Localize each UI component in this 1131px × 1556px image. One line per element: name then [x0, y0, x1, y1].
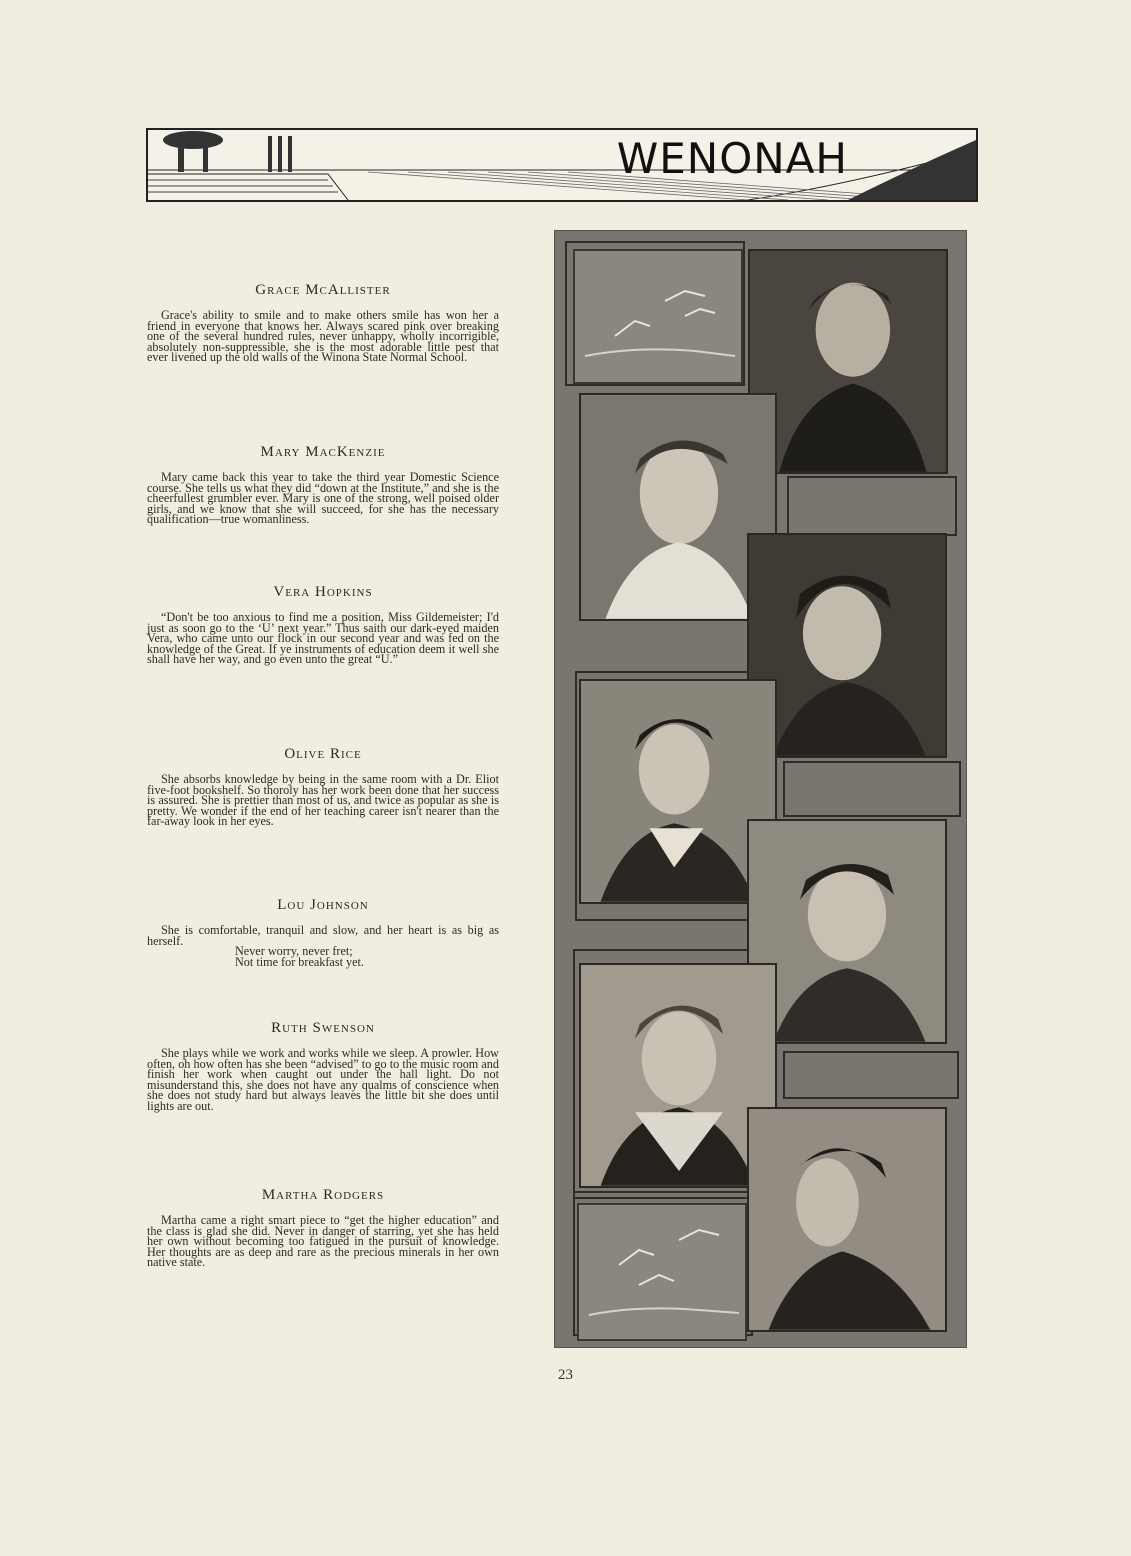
- frame-line: [787, 476, 957, 536]
- page-number: 23: [558, 1367, 573, 1383]
- entry-vera-hopkins: [147, 584, 499, 665]
- birds-sketch-icon: [575, 251, 741, 382]
- landscape-sketch: [573, 249, 743, 384]
- yearbook-title: WENONAH: [616, 134, 848, 183]
- student-bio: “Don't be too anxious to find me a position, Miss Gildemeister; I'd just as soon go to the ‘U’ next year.” Thus saith our dark-eyed maiden Vera, who came unto our flock in our second year and was fed on the knowledge of the Great. If ye instruments of education deem it well she shall have her way, and go even unto the great “U.”: [147, 610, 499, 667]
- verse-line-1: Never worry, never fret;: [235, 944, 353, 959]
- portrait-silhouette-icon: [749, 821, 945, 1042]
- student-name: Martha Rodgers: [261, 1187, 385, 1203]
- student-bio: Grace's ability to smile and to make others smile has won her a friend in everyone that knows her. Always scared pink over breaking one of the several hundred rules, never unhappy, wholly incorrigible, absolutely non-suppressible, she is the most adorable little pest that ever livened up the old walls of the Winona State Normal School.: [147, 308, 499, 365]
- student-bio: Mary came back this year to take the third year Domestic Science course. She tells us what they did “down at the Institute,” and she is the cheerfullest grumbler ever. Mary is one of the strong, well poised older girls, and we know that she will succeed, for she has the necessary qualification—true womanliness.: [147, 470, 499, 527]
- verse-line-2: Not time for breakfast yet.: [235, 954, 364, 969]
- portrait-photo: [747, 819, 947, 1044]
- portrait-silhouette-icon: [581, 395, 775, 619]
- entry-grace-mcallister: [147, 282, 499, 363]
- frame-line: [783, 761, 961, 817]
- student-bio: She is comfortable, tranquil and slow, and her heart is as big as herself. Never worry, never fret; Not time for breakfast yet.: [147, 923, 499, 969]
- student-name: Vera Hopkins: [273, 584, 373, 600]
- portrait-panel: [554, 230, 967, 1348]
- portrait-silhouette-icon: [749, 535, 945, 756]
- header-banner: [146, 128, 978, 202]
- student-name: Lou Johnson: [277, 897, 369, 913]
- landscape-illustration: [148, 130, 976, 200]
- birds-sketch-icon: [579, 1205, 745, 1339]
- portrait-photo: [747, 1107, 947, 1332]
- student-name: Ruth Swenson: [271, 1020, 375, 1036]
- student-bio: Martha came a right smart piece to “get the higher education” and the class is glad she did. Never in danger of starring, yet she has held her own without becoming too fatigued in the pursuit of knowledge. Her thoughts are as deep and rare as the precious minerals in her own native state.: [147, 1213, 499, 1270]
- student-name: Grace McAllister: [255, 282, 391, 298]
- entry-lou-johnson: [147, 897, 499, 967]
- student-bio: She absorbs knowledge by being in the same room with a Dr. Eliot five-foot bookshelf. So thoroly has her work been done that her success is assured. She is prettier than most of us, and twice as popular as she is pretty. We wonder if the end of her teaching career isn't nearer than the far-away look in her eyes.: [147, 772, 499, 829]
- entry-martha-rodgers: [147, 1187, 499, 1268]
- student-bio: She plays while we work and works while we sleep. A prowler. How often, oh how often has she been “advised” to go to the music room and finish her work when caught out under the hall light. Do not misunderstand this, she does not have any qualms of conscience when she does not study hard but always leaves the little bit she does until lights are out.: [147, 1046, 499, 1113]
- student-name: Mary MacKenzie: [260, 444, 386, 460]
- portrait-silhouette-icon: [581, 681, 775, 902]
- student-name: Olive Rice: [284, 746, 362, 762]
- frame-line: [783, 1051, 959, 1099]
- entry-olive-rice: [147, 746, 499, 827]
- portrait-silhouette-icon: [749, 1109, 945, 1330]
- portrait-photo: [748, 249, 948, 474]
- portrait-photo: [747, 533, 947, 758]
- landscape-sketch: [577, 1203, 747, 1341]
- portrait-silhouette-icon: [581, 965, 775, 1186]
- portrait-silhouette-icon: [750, 251, 946, 472]
- entry-ruth-swenson: [147, 1020, 499, 1112]
- entry-mary-mackenzie: [147, 444, 499, 525]
